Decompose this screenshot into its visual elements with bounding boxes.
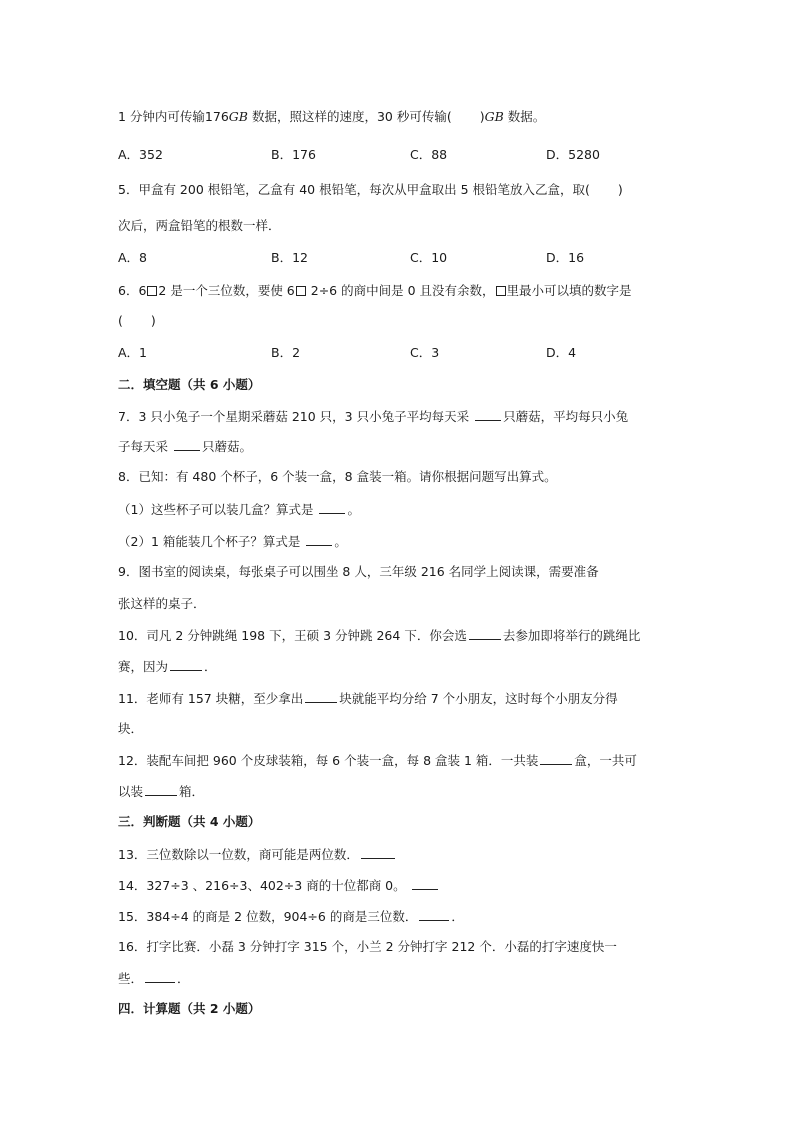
- question-15: 15．384÷4 的商是 2 位数，904÷6 的商是三位数． ．: [118, 909, 464, 924]
- question-14: 14．327÷3 、216÷3、402÷3 商的十位都商 0。: [118, 877, 440, 894]
- q6-option-c[interactable]: C．3: [410, 345, 440, 360]
- question-5-line1: 5．甲盒有 200 根铅笔，乙盒有 40 根铅笔，每次从甲盒取出 5 根铅笔放入乙盒，取( ): [118, 182, 623, 197]
- question-16-line1: 16．打字比赛．小磊 3 分钟打字 315 个，小兰 2 分钟打字 212 个．小磊的打字速度快一: [118, 939, 617, 954]
- q5-option-b[interactable]: B．12: [271, 250, 308, 265]
- q4-option-b[interactable]: B．176: [271, 147, 316, 162]
- answer-blank[interactable]: [170, 658, 202, 671]
- answer-blank[interactable]: [319, 501, 345, 514]
- question-8-line1: 8．已知：有 480 个杯子，6 个装一盒，8 盒装一箱。请你根据问题写出算式。: [118, 469, 557, 484]
- question-12-line2: 以装 箱．: [118, 784, 205, 799]
- answer-blank[interactable]: [540, 752, 572, 765]
- answer-blank[interactable]: [305, 690, 337, 703]
- section-title-calculation: 四．计算题（共 2 小题）: [118, 1001, 261, 1016]
- question-10-line1: 10．司凡 2 分钟跳绳 198 下，王硕 3 分钟跳 264 下．你会选 去参加即将举行的跳绳比: [118, 628, 641, 643]
- section-title-judgement: 三．判断题（共 4 小题）: [118, 814, 261, 829]
- digit-box-icon: [296, 286, 306, 296]
- question-4-stem: 1 分钟内可传输176GB 数据，照这样的速度，30 秒可传输( )GB 数据。: [118, 109, 546, 124]
- answer-blank[interactable]: [469, 627, 501, 640]
- q6-option-d[interactable]: D．4: [546, 345, 577, 360]
- answer-blank[interactable]: [174, 438, 200, 451]
- q5-option-c[interactable]: C．10: [410, 250, 448, 265]
- digit-box-icon: [147, 286, 157, 296]
- question-9-line2: 张这样的桌子．: [118, 596, 206, 611]
- question-13: 13．三位数除以一位数，商可能是两位数．: [118, 846, 397, 863]
- question-6-line2: ( ): [118, 313, 156, 328]
- answer-blank[interactable]: [419, 908, 449, 921]
- answer-blank[interactable]: [361, 846, 395, 859]
- question-5-line2: 次后，两盒铅笔的根数一样．: [118, 218, 281, 233]
- question-12-line1: 12．装配车间把 960 个皮球装箱，每 6 个装一盒，每 8 盒装 1 箱．一共装 盒，一共可: [118, 753, 637, 768]
- q5-option-a[interactable]: A．8: [118, 250, 148, 265]
- question-6-line1: 6．6 2 是一个三位数，要使 6 2÷6 的商中间是 0 且没有余数， 里最小可以填的数字是: [118, 283, 632, 298]
- answer-blank[interactable]: [475, 408, 501, 421]
- question-10-line2: 赛，因为 ．: [118, 659, 217, 674]
- q4-option-c[interactable]: C．88: [410, 147, 448, 162]
- q4-option-a[interactable]: A．352: [118, 147, 163, 162]
- question-8-sub1: （1）这些杯子可以装几盒？算式是 。: [118, 502, 360, 517]
- question-16-line2: 些． ．: [118, 971, 190, 986]
- q6-option-a[interactable]: A．1: [118, 345, 148, 360]
- question-9-line1: 9．图书室的阅读桌，每张桌子可以围坐 8 人，三年级 216 名同学上阅读课，需要准备: [118, 564, 599, 579]
- answer-blank[interactable]: [145, 783, 177, 796]
- digit-box-icon: [496, 286, 506, 296]
- question-11-line1: 11．老师有 157 块糖，至少拿出 块就能平均分给 7 个小朋友，这时每个小朋友分得: [118, 691, 618, 706]
- section-title-fill-in: 二．填空题（共 6 小题）: [118, 377, 261, 392]
- answer-blank[interactable]: [306, 533, 332, 546]
- question-7-line1: 7．3 只小兔子一个星期采蘑菇 210 只，3 只小兔子平均每天采 只蘑菇，平均每只小兔: [118, 409, 629, 424]
- question-8-sub2: （2）1 箱能装几个杯子？算式是 。: [118, 534, 347, 549]
- question-7-line2: 子每天采 只蘑菇。: [118, 439, 252, 454]
- q6-option-b[interactable]: B．2: [271, 345, 301, 360]
- answer-blank[interactable]: [145, 970, 175, 983]
- question-11-line2: 块．: [118, 721, 144, 736]
- q5-option-d[interactable]: D．16: [546, 250, 585, 265]
- answer-blank[interactable]: [412, 877, 438, 890]
- q4-option-d[interactable]: D．5280: [546, 147, 600, 162]
